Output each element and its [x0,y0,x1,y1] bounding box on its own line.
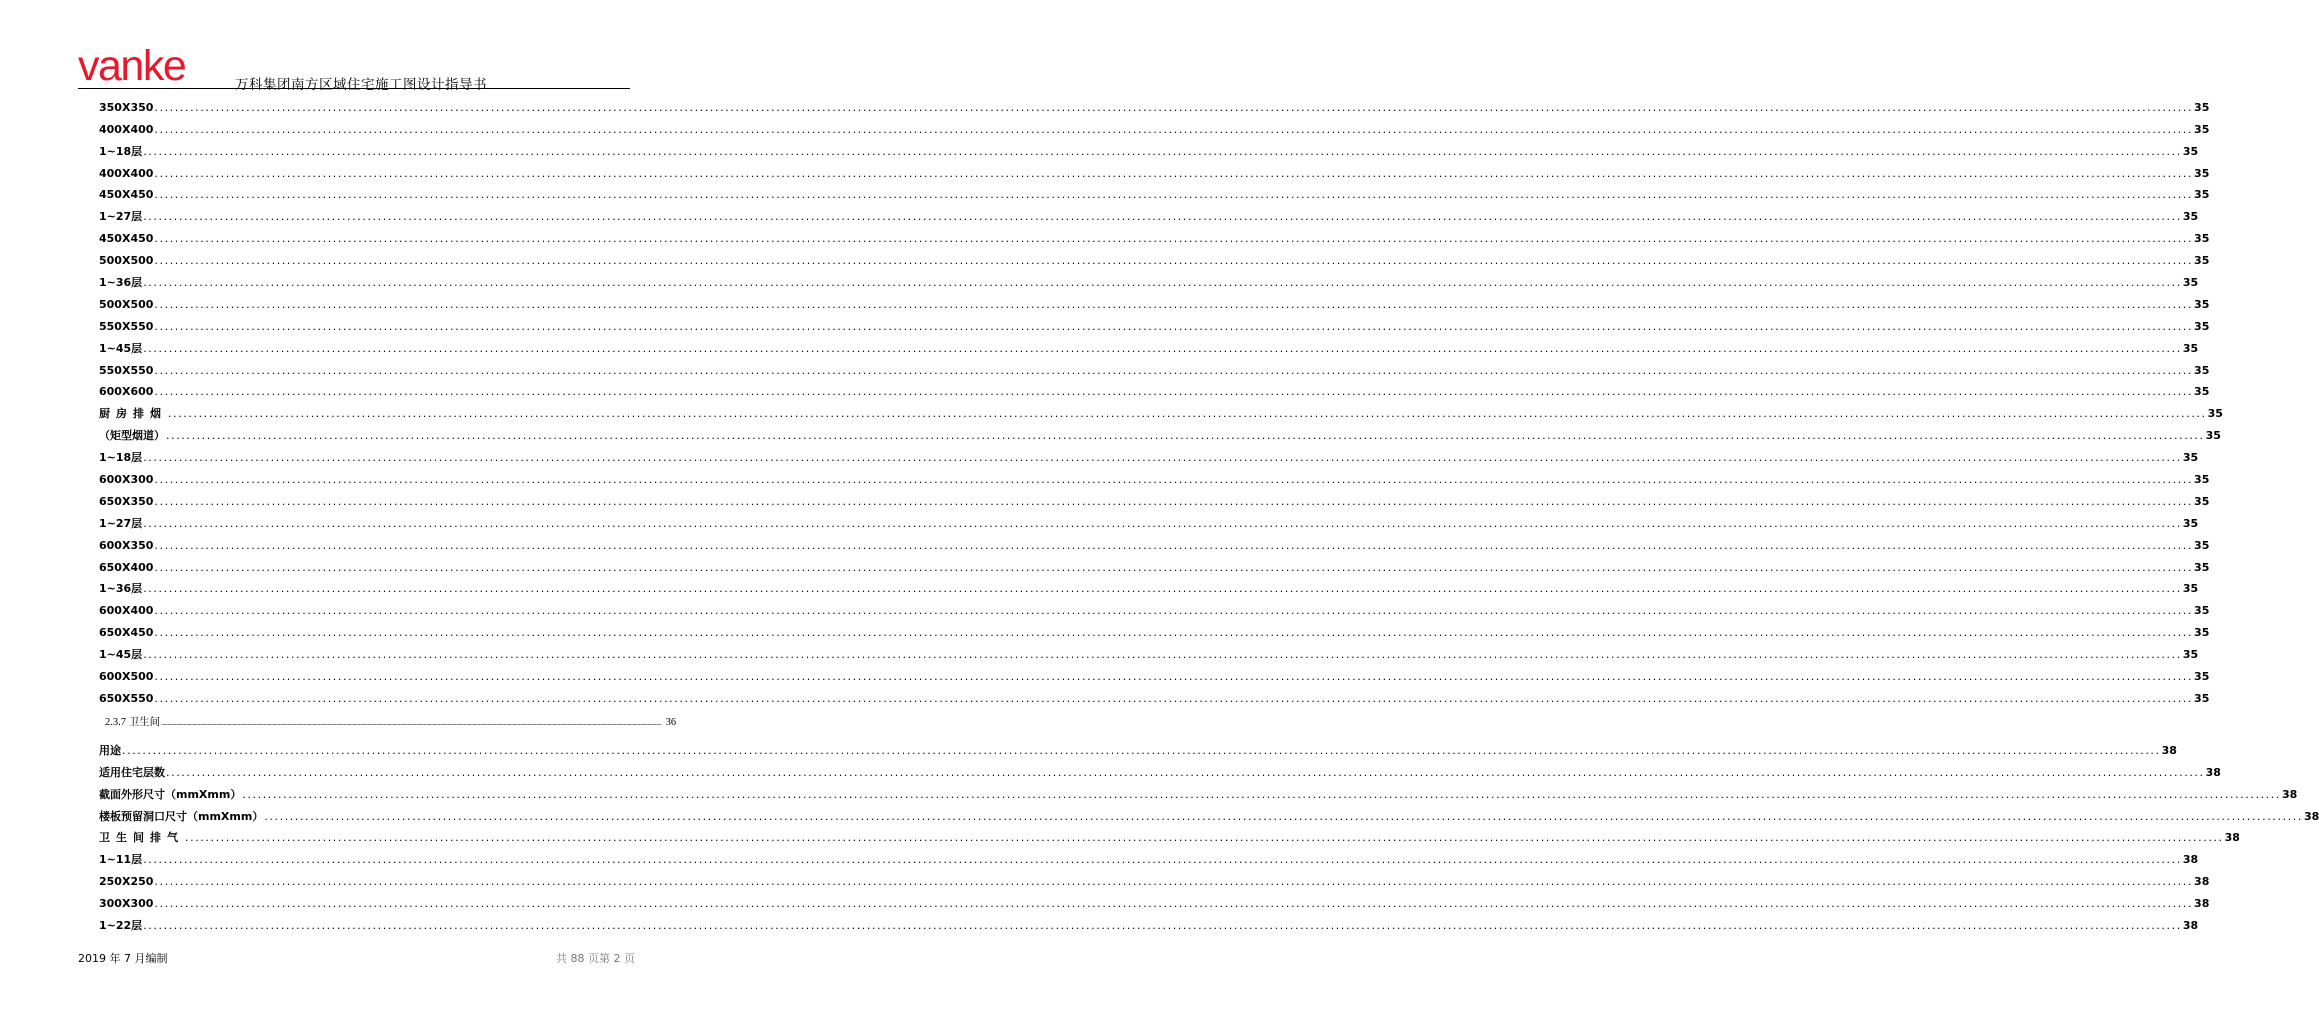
toc-entry-page-number: 35 [2194,626,2210,640]
toc-entry-page-number: 38 [2205,765,2221,779]
toc-entry-page-number: 35 [2194,232,2210,246]
toc-leader-dots: ................................................................................................................................................................................................................................................................................................................................................................................................................ [154,604,2194,618]
toc-leader-dots: ................................................................................................................................................................................................................................................................................................................................................................................................................ [154,319,2194,333]
toc-leader-dots: ................................................................................................................................................................................................................................................................................................................................................................................................................ [154,670,2194,684]
toc-entry-label: 250X250 [99,875,154,889]
toc-entry[interactable] [99,246,2210,268]
toc-entry[interactable] [99,640,2199,662]
toc-entry-page-number: 38 [2303,809,2319,823]
toc-entry-label: 600X400 [99,604,154,618]
toc-entry-label: 楼板预留洞口尺寸（mmXmm） [99,809,264,823]
toc-leader-dots: ................................................................................................................................................................................................................................................................................................................................................................................................................ [154,254,2194,268]
toc-entry-label: 450X450 [99,188,154,202]
toc-leader-dots: ................................................................................................................................................................................................................................................................................................................................................................................................................ [154,122,2194,136]
toc-leader-dots: ................................................................................................................................................................................................................................................................................................................................................................................................................ [185,831,2224,845]
toc-leader-dots: ................................................................................................................................................................................................................................................................................................................................................................................................................ [161,718,662,727]
toc-entry[interactable] [99,421,2221,443]
toc-entry-label: 适用住宅层数 [99,765,165,779]
toc-entry-page-number: 38 [2161,743,2177,757]
toc-leader-dots: ................................................................................................................................................................................................................................................................................................................................................................................................................ [143,451,2182,465]
toc-entry[interactable] [99,575,2199,597]
toc-entry[interactable] [99,824,2240,846]
toc-entry[interactable] [99,596,2210,618]
toc-entry-label: 500X500 [99,297,154,311]
toc-entry-label: 550X550 [99,319,154,333]
toc-entry-page-number: 35 [2194,604,2210,618]
toc-entry[interactable] [99,802,2319,824]
toc-entry-label: 600X300 [99,473,154,487]
toc-entry[interactable] [99,443,2199,465]
toc-entry[interactable] [99,706,677,736]
toc-entry[interactable] [99,487,2210,509]
toc-entry-label: 600X350 [99,538,154,552]
toc-entry-page-number: 35 [2194,254,2210,268]
toc-entry-page-number: 35 [2194,363,2210,377]
toc-entry-page-number: 38 [2281,787,2298,801]
toc-entry-page-number: 36 [665,716,677,728]
toc-leader-dots: ................................................................................................................................................................................................................................................................................................................................................................................................................ [143,341,2182,355]
toc-leader-dots: ................................................................................................................................................................................................................................................................................................................................................................................................................ [143,210,2182,224]
toc-entry-label: （矩型烟道） [99,429,165,443]
toc-entry-label: 450X450 [99,232,154,246]
toc-entry-label: 650X550 [99,691,154,705]
toc-entry-page-number: 35 [2194,122,2210,136]
toc-leader-dots: ................................................................................................................................................................................................................................................................................................................................................................................................................ [166,765,2205,779]
toc-leader-dots: ................................................................................................................................................................................................................................................................................................................................................................................................................ [143,918,2182,932]
toc-leader-dots: ................................................................................................................................................................................................................................................................................................................................................................................................................ [168,407,2207,421]
toc-entry[interactable] [99,334,2199,356]
toc-leader-dots: ................................................................................................................................................................................................................................................................................................................................................................................................................ [154,188,2194,202]
toc-entry-label: 用途 [99,743,121,757]
toc-entry[interactable] [99,867,2210,889]
toc-entry-page-number: 35 [2194,494,2210,508]
toc-entry-page-number: 35 [2182,210,2199,224]
toc-entry-label: 400X400 [99,122,154,136]
toc-entry-label: 厨房排烟 [99,407,167,421]
document-title: 万科集团南方区域住宅施工图设计指导书 [235,77,487,93]
toc-entry-page-number: 35 [2182,341,2199,355]
toc-leader-dots: ................................................................................................................................................................................................................................................................................................................................................................................................................ [154,363,2194,377]
toc-entry[interactable] [99,399,2223,421]
toc-entry[interactable] [99,780,2298,802]
toc-entry-page-number: 38 [2194,875,2210,889]
toc-entry[interactable] [99,553,2210,575]
toc-entry[interactable] [99,378,2210,400]
toc-entry-label: 1~18层 [99,144,143,158]
toc-entry-label: 600X600 [99,385,154,399]
toc-leader-dots: ................................................................................................................................................................................................................................................................................................................................................................................................................ [242,787,2281,801]
toc-entry[interactable] [99,845,2199,867]
toc-leader-dots: ................................................................................................................................................................................................................................................................................................................................................................................................................ [154,626,2194,640]
toc-entry-label: 500X500 [99,254,154,268]
toc-entry-page-number: 38 [2194,897,2210,911]
toc-entry-page-number: 35 [2194,538,2210,552]
toc-leader-dots: ................................................................................................................................................................................................................................................................................................................................................................................................................ [154,166,2194,180]
toc-entry-label: 1~27层 [99,210,143,224]
toc-entry[interactable] [99,662,2210,684]
toc-entry[interactable] [99,137,2199,159]
toc-entry-page-number: 35 [2207,407,2223,421]
toc-leader-dots: ................................................................................................................................................................................................................................................................................................................................................................................................................ [143,516,2182,530]
toc-entry-label: 300X300 [99,897,154,911]
toc-entry-label: 400X400 [99,166,154,180]
toc-entry-page-number: 35 [2194,385,2210,399]
toc-entry[interactable] [99,202,2199,224]
toc-leader-dots: ................................................................................................................................................................................................................................................................................................................................................................................................................ [166,429,2205,443]
toc-entry-label: 1~27层 [99,516,143,530]
toc-entry-label: 650X450 [99,626,154,640]
toc-entry-label: 350X350 [99,100,154,114]
toc-entry-page-number: 35 [2182,276,2199,290]
toc-entry[interactable] [99,758,2221,780]
toc-leader-dots: ................................................................................................................................................................................................................................................................................................................................................................................................................ [264,809,2303,823]
toc-entry[interactable] [99,911,2199,933]
toc-leader-dots: ................................................................................................................................................................................................................................................................................................................................................................................................................ [154,560,2194,574]
toc-entry-label: 卫生间排气 [99,831,184,845]
toc-entry-page-number: 35 [2182,582,2199,596]
toc-entry-label: 550X550 [99,363,154,377]
svg-text:vanke: vanke [78,42,186,90]
toc-entry-page-number: 35 [2194,297,2210,311]
toc-entry-label: 截面外形尺寸（mmXmm） [99,787,242,801]
toc-entry[interactable] [99,618,2210,640]
toc-entry-label: 650X400 [99,560,154,574]
toc-leader-dots: ................................................................................................................................................................................................................................................................................................................................................................................................................ [154,232,2194,246]
toc-entry[interactable] [99,312,2210,334]
toc-leader-dots: ................................................................................................................................................................................................................................................................................................................................................................................................................ [122,743,2161,757]
page-header [78,42,630,93]
toc-entry[interactable] [99,159,2210,181]
toc-entry-page-number: 35 [2182,516,2199,530]
toc-entry[interactable] [99,115,2210,137]
header-divider [78,88,630,89]
toc-leader-dots: ................................................................................................................................................................................................................................................................................................................................................................................................................ [154,897,2194,911]
toc-leader-dots: ................................................................................................................................................................................................................................................................................................................................................................................................................ [143,276,2182,290]
toc-entry-page-number: 35 [2182,648,2199,662]
toc-entry-label: 1~18层 [99,451,143,465]
toc-entry-label: 1~45层 [99,648,143,662]
table-of-contents [99,93,2319,933]
toc-entry-page-number: 35 [2194,691,2210,705]
toc-entry-page-number: 35 [2194,166,2210,180]
toc-entry-page-number: 35 [2194,100,2210,114]
toc-entry[interactable] [99,224,2210,246]
toc-entry[interactable] [99,465,2210,487]
toc-leader-dots: ................................................................................................................................................................................................................................................................................................................................................................................................................ [143,582,2182,596]
toc-entry[interactable] [99,181,2210,203]
footer-date: 2019 年 7 月编制 [78,952,168,965]
toc-leader-dots: ................................................................................................................................................................................................................................................................................................................................................................................................................ [154,494,2194,508]
toc-leader-dots: ................................................................................................................................................................................................................................................................................................................................................................................................................ [154,691,2194,705]
toc-entry-page-number: 35 [2205,429,2221,443]
toc-entry[interactable] [99,531,2210,553]
toc-entry[interactable] [99,889,2210,911]
toc-entry[interactable] [99,509,2199,531]
toc-entry-page-number: 35 [2194,670,2210,684]
toc-entry[interactable] [99,684,2210,706]
toc-entry-label: 650X350 [99,494,154,508]
toc-leader-dots: ................................................................................................................................................................................................................................................................................................................................................................................................................ [154,297,2194,311]
toc-entry-label: 2.3.7 卫生间 [105,716,161,728]
toc-leader-dots: ................................................................................................................................................................................................................................................................................................................................................................................................................ [154,100,2194,114]
toc-entry[interactable] [99,736,2177,758]
toc-entry-page-number: 38 [2224,831,2240,845]
footer-page-info: 共 88 页第 2 页 [556,952,635,965]
toc-leader-dots: ................................................................................................................................................................................................................................................................................................................................................................................................................ [154,875,2194,889]
toc-entry-label: 1~11层 [99,853,143,867]
toc-entry-page-number: 35 [2194,560,2210,574]
toc-entry-page-number: 35 [2194,473,2210,487]
toc-entry-label: 1~22层 [99,918,143,932]
vanke-logo [78,42,223,90]
toc-entry[interactable] [99,93,2210,115]
toc-leader-dots: ................................................................................................................................................................................................................................................................................................................................................................................................................ [143,853,2182,867]
toc-entry[interactable] [99,290,2210,312]
toc-entry-page-number: 35 [2182,451,2199,465]
toc-leader-dots: ................................................................................................................................................................................................................................................................................................................................................................................................................ [154,385,2194,399]
toc-entry[interactable] [99,268,2199,290]
toc-entry-page-number: 38 [2182,918,2199,932]
toc-entry-page-number: 35 [2194,188,2210,202]
toc-entry-page-number: 35 [2182,144,2199,158]
toc-leader-dots: ................................................................................................................................................................................................................................................................................................................................................................................................................ [154,473,2194,487]
toc-entry-label: 1~36层 [99,582,143,596]
toc-entry[interactable] [99,356,2210,378]
toc-leader-dots: ................................................................................................................................................................................................................................................................................................................................................................................................................ [143,648,2182,662]
toc-entry-page-number: 38 [2182,853,2199,867]
toc-leader-dots: ................................................................................................................................................................................................................................................................................................................................................................................................................ [154,538,2194,552]
toc-leader-dots: ................................................................................................................................................................................................................................................................................................................................................................................................................ [143,144,2182,158]
toc-entry-label: 600X500 [99,670,154,684]
toc-entry-page-number: 35 [2194,319,2210,333]
toc-entry-label: 1~45层 [99,341,143,355]
toc-entry-label: 1~36层 [99,276,143,290]
